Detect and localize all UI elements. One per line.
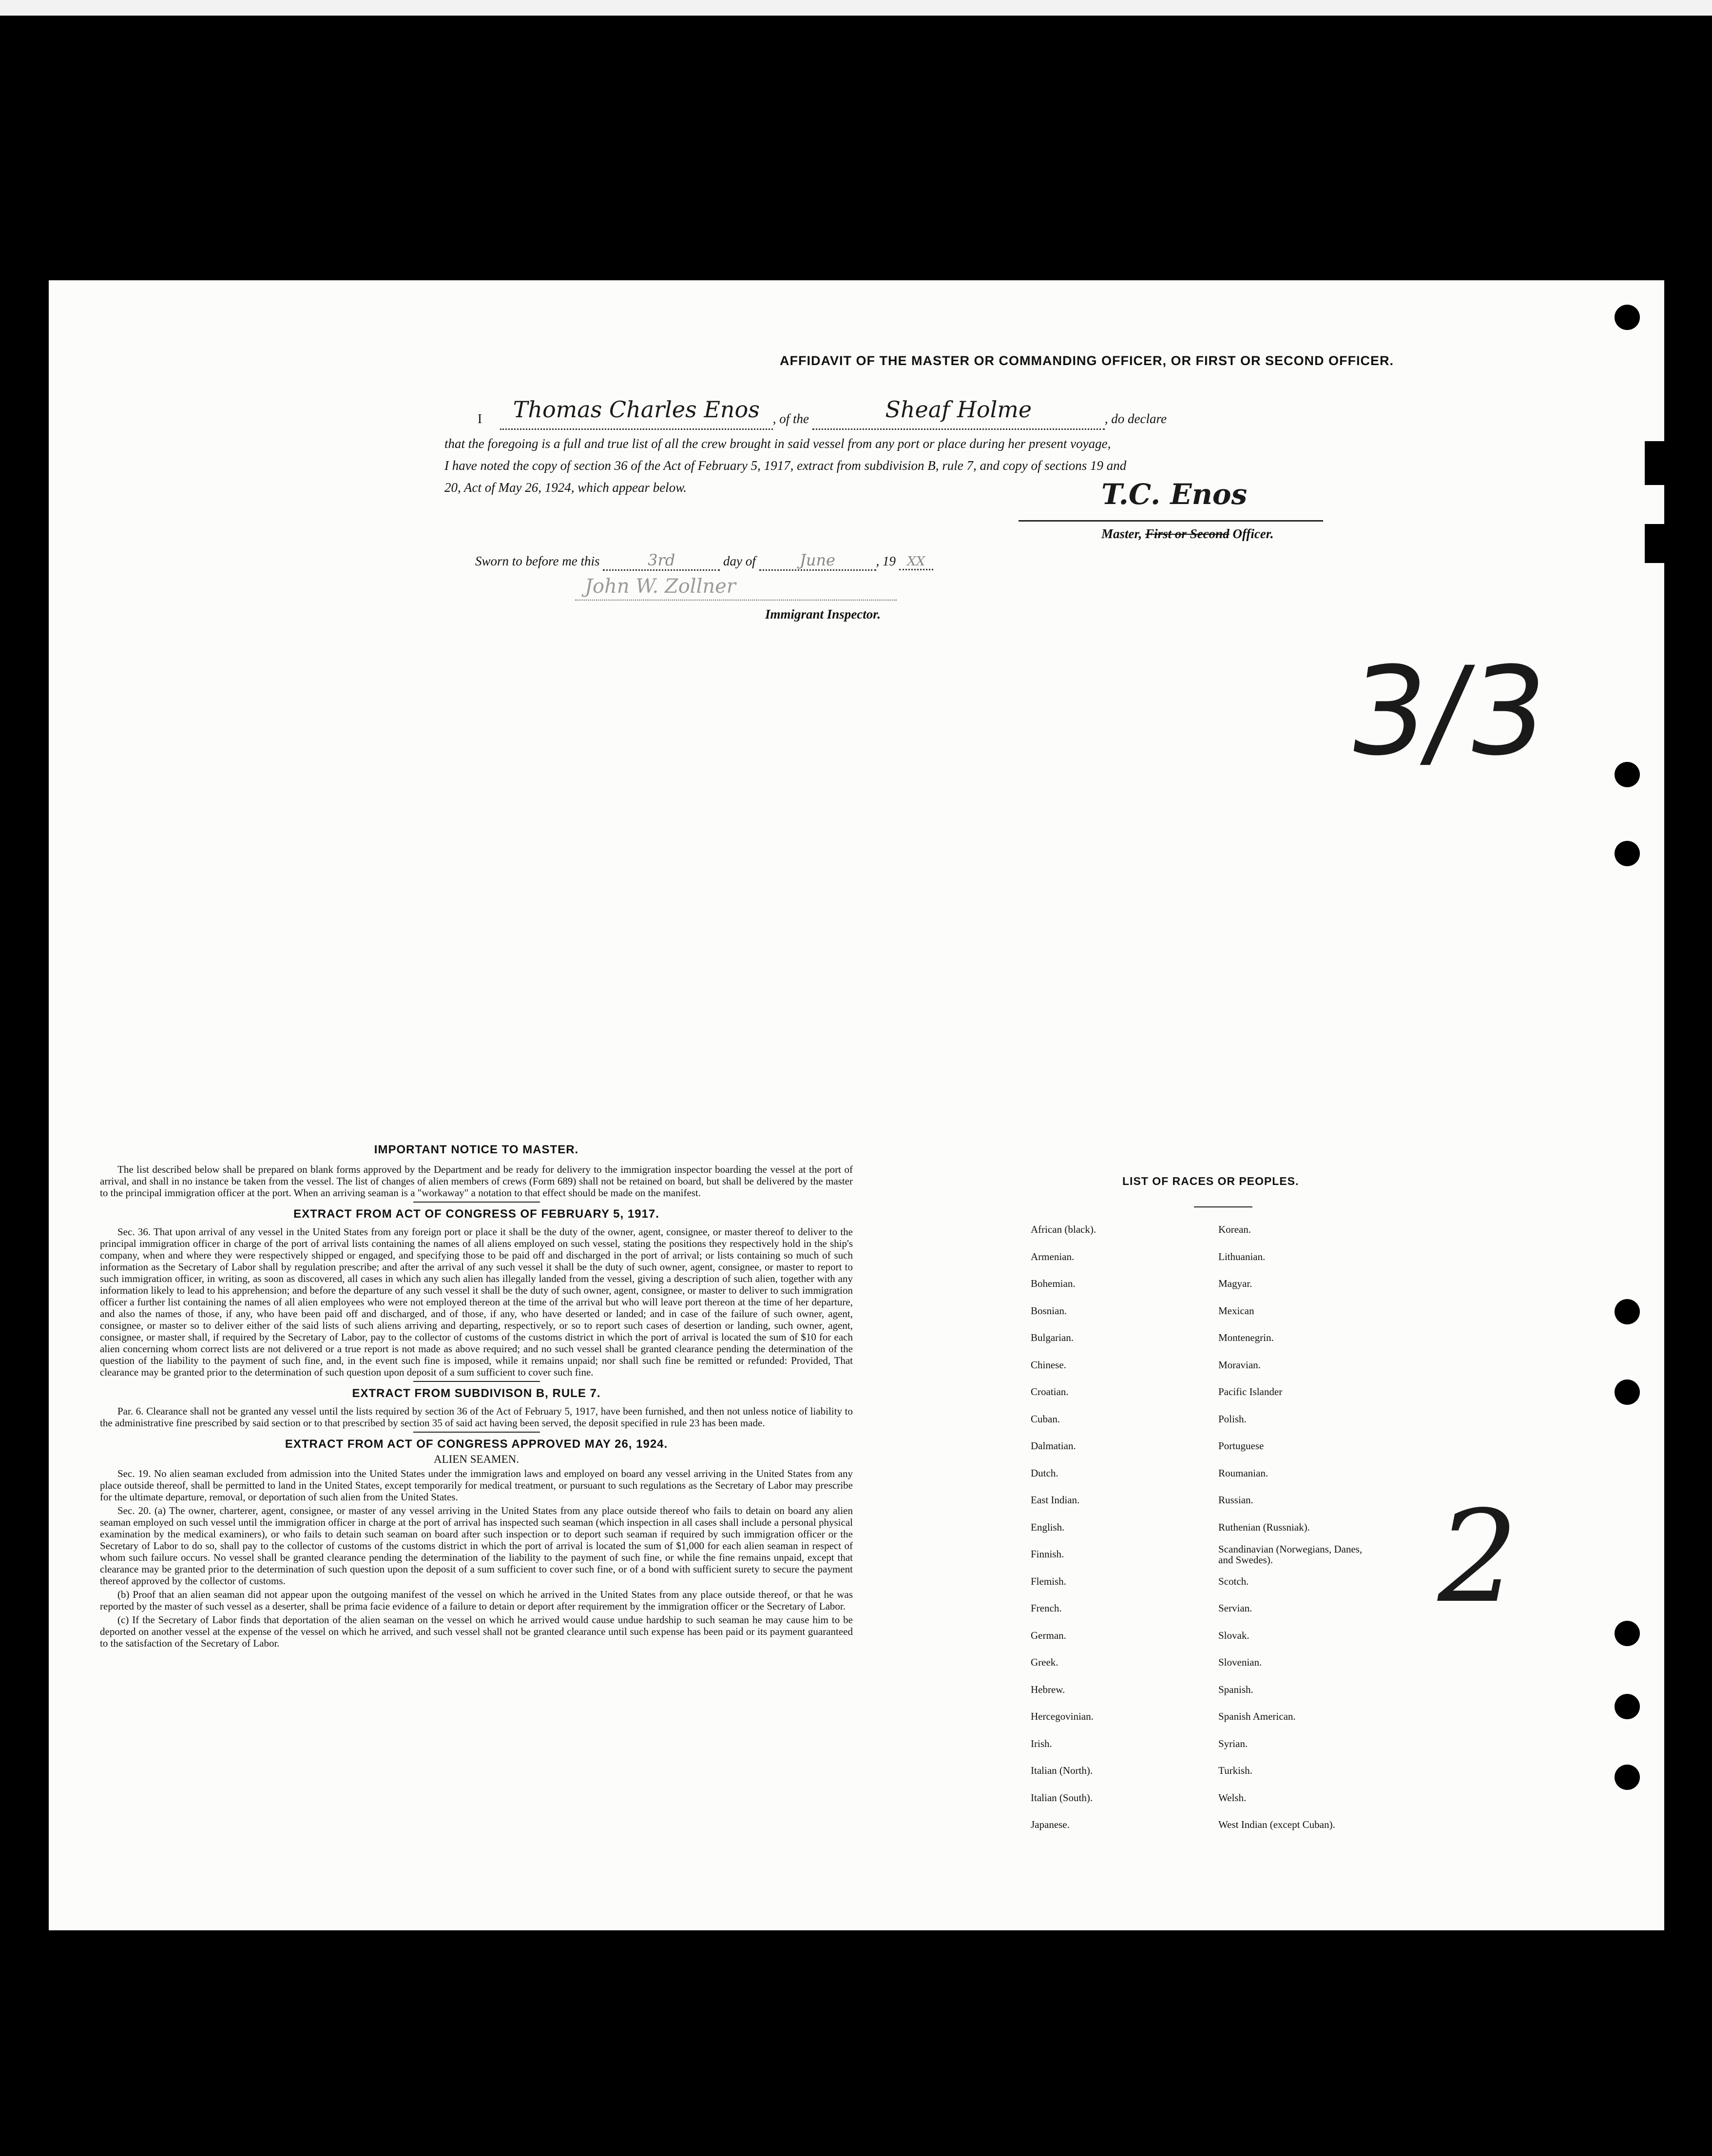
- affidavit-line-2: that the foregoing is a full and true list of all the crew brought in said vessel from any port or place during her present voyage,: [444, 436, 1111, 451]
- paragraph-6: [100, 1405, 853, 1429]
- races-heading-rule: [1194, 1206, 1252, 1207]
- sworn-year: XX: [907, 554, 925, 569]
- sworn-month: June: [800, 551, 835, 569]
- affidavit-line-4: 20, Act of May 26, 1924, which appear below.: [444, 480, 687, 495]
- race-item: Slovak.: [1218, 1629, 1250, 1641]
- race-item: Montenegrin.: [1218, 1332, 1274, 1343]
- punch-hole: [1615, 305, 1640, 330]
- race-item: Chinese.: [1031, 1359, 1066, 1371]
- punch-hole: [1615, 762, 1640, 787]
- race-item: Japanese.: [1031, 1819, 1070, 1830]
- master-signature: T.C. Enos: [1101, 478, 1248, 511]
- race-item: Portuguese: [1218, 1440, 1264, 1452]
- notice-intro-text: The list described below shall be prepared on blank forms approved by the Department and be ready for delivery to the immigration inspector boarding the vessel at the port of arrival, and shall in no instance be taken from the vessel. The list of changes of alien members of crews (Form 689) shall not be retained on board, but shall be delivered by the master to the principal immigration officer at the port. When an arriving seaman is a "workaway" a notation to that effect should be made on the manifest.: [100, 1164, 853, 1199]
- race-item: Russian.: [1218, 1494, 1253, 1506]
- race-item: West Indian (except Cuban).: [1218, 1819, 1335, 1830]
- divider: [413, 1381, 540, 1382]
- master-label: [1101, 526, 1274, 542]
- race-item: Servian.: [1218, 1602, 1252, 1614]
- race-item: Dalmatian.: [1031, 1440, 1076, 1452]
- master-label-prefix: Master,: [1101, 526, 1146, 541]
- film-top-strip: [0, 0, 1712, 16]
- race-item: English.: [1031, 1521, 1065, 1533]
- year-prefix: , 19: [876, 554, 896, 568]
- race-item: East Indian.: [1031, 1494, 1080, 1506]
- race-item: Syrian.: [1218, 1737, 1248, 1749]
- sworn-line: [475, 551, 933, 571]
- film-border: [0, 16, 1712, 220]
- race-item: Bohemian.: [1031, 1278, 1076, 1289]
- declarant-name-field: [500, 396, 773, 430]
- race-item: Italian (North).: [1031, 1765, 1093, 1776]
- section-20c-text: (c) If the Secretary of Labor finds that deportation of the alien seaman on the vessel on which he arrived would cause undue hardship to such seaman he may cause him to be deported on another vessel at the expense of the vessel on which he arrived, and such vessel shall not be granted clearance until such expense has been paid or its payment guaranteed to the satisfaction of the Secretary of Labor.: [100, 1614, 853, 1649]
- race-item: Dutch.: [1031, 1467, 1058, 1479]
- race-item: Magyar.: [1218, 1278, 1252, 1289]
- binding-mark: [1645, 441, 1664, 485]
- affidavit-line-3: I have noted the copy of section 36 of the Act of February 5, 1917, extract from subdivision B, rule 7, and copy of sections 19 and: [444, 458, 1127, 473]
- race-item: Cuban.: [1031, 1413, 1060, 1425]
- sworn-day: 3rd: [648, 551, 675, 569]
- race-item: Spanish.: [1218, 1683, 1253, 1695]
- sworn-prefix: Sworn to before me this: [475, 554, 600, 568]
- race-item: Pacific Islander: [1218, 1386, 1283, 1398]
- race-item: Croatian.: [1031, 1386, 1069, 1398]
- act-1924-heading: EXTRACT FROM ACT OF CONGRESS APPROVED MAY 26, 1924.: [285, 1437, 668, 1451]
- master-label-struck: First or Second: [1145, 526, 1230, 541]
- race-item: French.: [1031, 1602, 1062, 1614]
- section-36-text: Sec. 36. That upon arrival of any vessel in the United States from any foreign port or place it shall be the duty of the owner, agent, consignee, or master thereof to deliver to the principal immigration officer in charge of the port of arrival lists containing the names of all aliens employed on such vessel, stating the positions they respectively hold in the ship's company, when and where they were respectively shipped or engaged, and specifying those to be paid off and discharged in the port of arrival; or lists containing so much of such information as the Secretary of Labor shall by regulation prescribe; and after the arrival of any such vessel it shall be the duty of such owner, agent, consignee, or master to report to such immigration officer, in writing, as soon as discovered, all cases in which any such alien has illegally landed from the vessel, giving a description of such alien, together with any information likely to lead to his apprehension; and before the departure of any such vessel it shall be the duty of such owner, agent, consignee, or master to deliver to such immigration officer a further list containing the names of all alien employees who were not employed thereon at the time of the arrival but who will leave port thereon at the time of her departure, and also the names of those, if any, who have been paid off and discharged, and of those, if any, who have deserted or landed; and in case of the failure of such owner, agent, consignee, or master so to deliver either of the said lists of such aliens arriving and departing, respectively, or so to report such cases of desertion or landing, such owner, agent, consignee, or master shall, if required by the Secretary of Labor, pay to the collector of customs of the customs district in which the port of arrival is located the sum of $10 for each alien concerning whom correct lists are not delivered or a true report is not made as above required; and no such vessel shall be granted clearance pending the determination of the question of the liability to the payment of such fine, and, in the event such fine is imposed, while it remains unpaid; nor shall such fine be remitted or refunded: Provided, That clearance may be granted prior to the determination of such question upon deposit of a sum sufficient to cover such fine.: [100, 1226, 853, 1378]
- divider: [413, 1202, 540, 1203]
- punch-hole: [1615, 1379, 1640, 1405]
- sheet-number-annotation: 3/3: [1340, 641, 1556, 782]
- punch-hole: [1615, 1694, 1640, 1719]
- binding-mark: [1645, 524, 1664, 563]
- sworn-month-field: [759, 551, 876, 571]
- day-of-text: day of: [723, 554, 756, 568]
- do-declare-text: , do declare: [1104, 411, 1167, 426]
- inspector-signature: John W. Zollner: [585, 575, 736, 598]
- race-item: Mexican: [1218, 1304, 1254, 1317]
- race-item: Bulgarian.: [1031, 1332, 1074, 1343]
- race-item: Moravian.: [1218, 1359, 1261, 1371]
- sworn-day-field: [603, 551, 720, 571]
- inspector-label: Immigrant Inspector.: [765, 607, 881, 622]
- race-item: Lithuanian.: [1218, 1250, 1266, 1263]
- section-20a-text: Sec. 20. (a) The owner, charterer, agent, consignee, or master of any vessel arriving in the United States from any place outside thereof who fails to detain on board any alien seaman employed on such vessel until the immigration officer in charge at the port of arrival has inspected such seaman (which inspection in all cases shall include a personal physical examination by the medical examiners), or who fails to detain such seaman on board after such inspection or to deport such seaman if required by such immigration officer or the Secretary of Labor to do so, shall pay to the collector of customs of the customs district in which the port of arrival is located the sum of $1,000 for each alien seaman in respect of whom such failure occurs. No vessel shall be granted clearance pending the determination of the liability to the payment of such fine, or while the fine remains unpaid, except that clearance may be granted prior to the determination of such question upon the deposit of a sum sufficient to cover such fine, or of a bond with sufficient surety to secure the payment thereof approved by the collector of customs.: [100, 1505, 853, 1587]
- race-item: Korean.: [1218, 1224, 1251, 1235]
- race-item: Irish.: [1031, 1737, 1052, 1749]
- section-19-text: Sec. 19. No alien seaman excluded from admission into the United States under the immigration laws and employed on board any vessel arriving in the United States from any place outside thereof, shall be permitted to land in the United States, except temporarily for medical treatment, or pursuant to such regulations as the Secretary of Labor may prescribe for the ultimate departure, removal, or deportation of such alien from the United States.: [100, 1468, 853, 1503]
- race-item: German.: [1031, 1629, 1066, 1641]
- race-item: Flemish.: [1031, 1575, 1066, 1587]
- races-heading: LIST OF RACES OR PEOPLES.: [1122, 1175, 1299, 1187]
- punch-hole: [1615, 841, 1640, 866]
- race-item: Slovenian.: [1218, 1656, 1262, 1668]
- notice-section: [100, 1143, 853, 1651]
- punch-hole: [1615, 1621, 1640, 1646]
- races-column-2: [1218, 1216, 1379, 1839]
- race-item: Polish.: [1218, 1413, 1247, 1425]
- act-1917-heading: EXTRACT FROM ACT OF CONGRESS OF FEBRUARY 5, 1917.: [293, 1207, 659, 1221]
- section-36: [100, 1226, 853, 1378]
- alien-seamen-heading: ALIEN SEAMEN.: [433, 1453, 519, 1465]
- section-20b-text: (b) Proof that an alien seaman did not appear upon the outgoing manifest of the vessel on which he arrived in the United States from any place outside thereof, or that he was reported by the master of such vessel as a deserter, shall be prima facie evidence of a failure to detain or deport after requirement by the immigration officer or the Secretary of Labor.: [100, 1589, 853, 1612]
- race-item: Turkish.: [1218, 1765, 1252, 1776]
- race-item: Welsh.: [1218, 1791, 1247, 1804]
- race-item: African (black).: [1031, 1224, 1096, 1235]
- race-item: Scotch.: [1218, 1575, 1249, 1587]
- rule-7-heading: EXTRACT FROM SUBDIVISON B, RULE 7.: [352, 1387, 601, 1400]
- race-item: Greek.: [1031, 1656, 1058, 1668]
- race-item: Ruthenian (Russniak).: [1218, 1521, 1310, 1533]
- vessel-name-field: [812, 396, 1105, 430]
- race-item: Italian (South).: [1031, 1791, 1093, 1804]
- sworn-year-field: [899, 554, 933, 570]
- affidavit-line-1: [478, 396, 1374, 430]
- race-item: Hebrew.: [1031, 1683, 1065, 1695]
- race-item: Armenian.: [1031, 1250, 1075, 1263]
- declarant-name: Thomas Charles Enos: [513, 396, 760, 423]
- act-1924-body: [100, 1468, 853, 1649]
- pronoun-i: I: [478, 411, 482, 426]
- master-signature-line: [1019, 519, 1323, 522]
- affidavit-title: AFFIDAVIT OF THE MASTER OR COMMANDING OFFICER, OR FIRST OR SECOND OFFICER.: [780, 353, 1394, 368]
- paragraph-6-text: Par. 6. Clearance shall not be granted any vessel until the lists required by section 36 of the Act of February 5, 1917, have been furnished, and then not unless notice of liability to the administrative fine prescribed by said section or to that prescribed by section 35 of said act having been served, the deposit specified in rule 23 has been made.: [100, 1405, 853, 1429]
- vessel-name: Sheaf Holme: [885, 396, 1032, 423]
- master-label-suffix: Officer.: [1229, 526, 1274, 541]
- race-item: Hercegovinian.: [1031, 1710, 1094, 1722]
- race-item: Finnish.: [1031, 1548, 1064, 1560]
- inspector-signature-line: [575, 600, 897, 601]
- notice-heading: IMPORTANT NOTICE TO MASTER.: [374, 1143, 579, 1156]
- race-item: Bosnian.: [1031, 1304, 1067, 1317]
- divider: [413, 1432, 540, 1433]
- notice-intro: [100, 1164, 853, 1199]
- page-mark-annotation: 2: [1438, 1484, 1519, 1631]
- of-the-text: , of the: [772, 411, 809, 426]
- race-item: Scandinavian (Norwegians, Danes, and Swedes).: [1218, 1543, 1363, 1566]
- race-item: Spanish American.: [1218, 1710, 1296, 1722]
- punch-hole: [1615, 1765, 1640, 1790]
- document-sheet: [49, 280, 1664, 1930]
- races-column-1: [1031, 1216, 1096, 1839]
- race-item: Roumanian.: [1218, 1467, 1269, 1479]
- punch-hole: [1615, 1299, 1640, 1324]
